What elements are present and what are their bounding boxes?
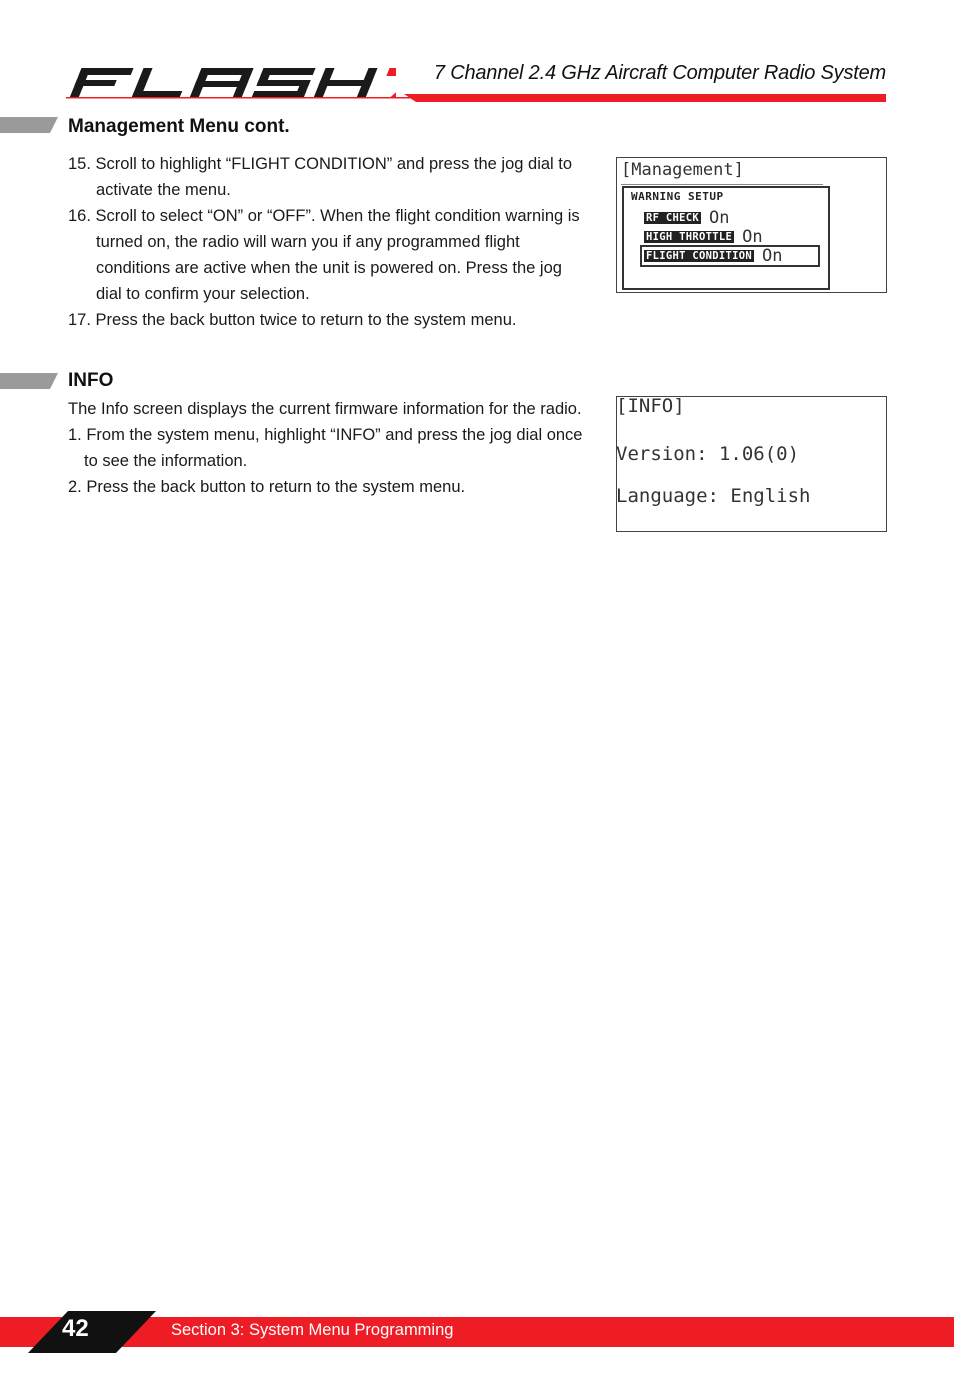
rf-check-label: RF CHECK bbox=[646, 212, 699, 224]
info-screen-title: [INFO] bbox=[616, 395, 685, 417]
rf-check-value: On bbox=[708, 208, 730, 228]
row-rf-check[interactable] bbox=[644, 208, 729, 228]
info-screen bbox=[616, 396, 887, 532]
step-16: 16. Scroll to select “ON” or “OFF”. When the flight condition warning is turned on, the radio will warn you if any programmed flight conditions are active when the unit is powered on. Press the jog dial to confirm your selection. bbox=[68, 207, 580, 303]
row-high-throttle[interactable] bbox=[644, 227, 763, 247]
header-rule bbox=[66, 90, 886, 102]
info-version: Version: 1.06(0) bbox=[616, 443, 800, 465]
section-title-info: INFO bbox=[68, 370, 114, 391]
management-screen bbox=[616, 157, 887, 293]
info-step-2: 2. Press the back button to return to the system menu. bbox=[68, 478, 466, 496]
section-tab-marker bbox=[0, 117, 58, 133]
info-body bbox=[68, 396, 588, 500]
screen-divider bbox=[621, 184, 823, 185]
footer-section-label: Section 3: System Menu Programming bbox=[171, 1321, 454, 1339]
flight-condition-value: On bbox=[761, 246, 783, 266]
section-title-management: Management Menu cont. bbox=[68, 116, 290, 137]
warning-setup-box bbox=[622, 186, 830, 290]
high-throttle-value: On bbox=[742, 227, 763, 247]
info-language: Language: English bbox=[616, 485, 811, 507]
row-flight-condition[interactable] bbox=[640, 245, 820, 267]
step-17: 17. Press the back button twice to return to the system menu. bbox=[68, 311, 517, 329]
flight-condition-label: FLIGHT CONDITION bbox=[646, 250, 752, 262]
info-step-1: 1. From the system menu, highlight “INFO” and press the jog dial once to see the information. bbox=[68, 426, 583, 470]
high-throttle-label: HIGH THROTTLE bbox=[646, 231, 733, 243]
screen-title: [Management] bbox=[621, 160, 744, 180]
page-number: 42 bbox=[62, 1315, 89, 1342]
section-tab-marker bbox=[0, 373, 58, 389]
info-intro: The Info screen displays the current firmware information for the radio. bbox=[68, 400, 582, 418]
document-subtitle: 7 Channel 2.4 GHz Aircraft Computer Radio System bbox=[433, 62, 886, 84]
step-15: 15. Scroll to highlight “FLIGHT CONDITION” and press the jog dial to activate the menu. bbox=[68, 155, 573, 199]
warning-setup-label: WARNING SETUP bbox=[631, 190, 724, 203]
management-steps bbox=[68, 151, 588, 333]
